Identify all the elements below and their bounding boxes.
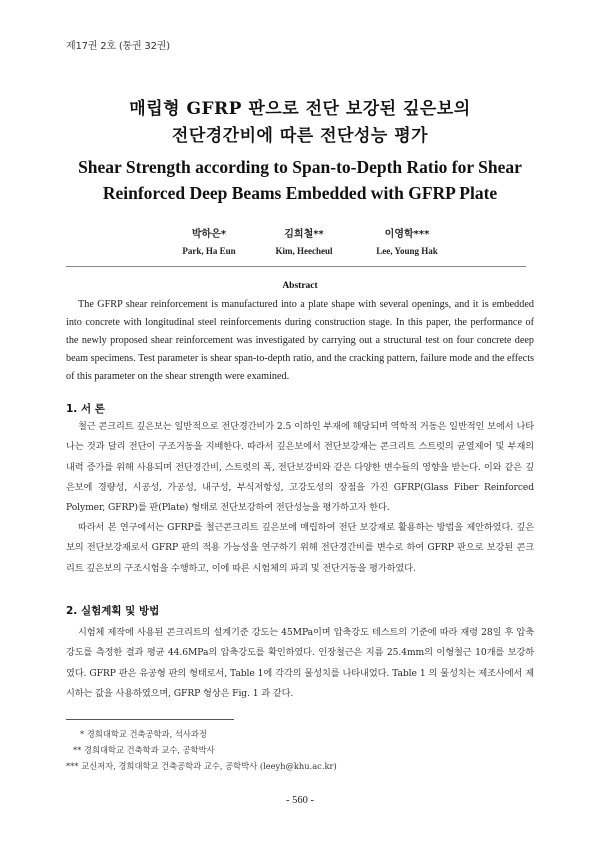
author-3 — [337, 225, 477, 256]
section-1-heading: 1. 서 론 — [66, 403, 105, 415]
section-2-heading: 2. 실험계획 및 방법 — [66, 605, 160, 617]
section-1-paragraph-1: 철근 콘크리트 깊은보는 일반적으로 전단경간비가 2.5 이하인 부재에 해당되며 역학적 거동은 일반적인 보에서 나타나는 것과 달리 전단이 구조거동을 지배한다. 따라서 깊은보에서 전단보강재는 콘크리트 스트럿의 균열제어 및 부재의 내력 증가를 위해 사용되며 전단경간비, 스트럿의 폭, 전단보강비와 같은 다양한 변수들의 영향을 받는다. 이와 같은 깊은보에 경량성, 시공성, 가공성, 내구성, 부식저항성, 고강도성의 장점을 가진 GFRP(Glass Fiber Reinforced Polymer, GFRP)를 판(Plate) 형태로 전단보강하여 전단성능을 평가하고자 한다. — [66, 421, 534, 514]
page-number: - 560 - — [286, 795, 314, 806]
author-3-korean-name: 이영학*** — [384, 229, 430, 240]
english-title-line-1: Shear Strength according to Span-to-Depth Ratio for Shear — [78, 157, 522, 177]
footnote-2: ** 경희대학교 건축학과 교수, 공학박사 — [73, 745, 215, 755]
author-3-english-name: Lee, Young Hak — [376, 246, 438, 256]
section-1-paragraph-2: 따라서 본 연구에서는 GFRP를 철근콘크리트 깊은보에 매립하여 전단 보강재로 활용하는 방법을 제안하였다. 깊은보의 전단보강재로서 GFRP 판의 적용 가능성을 연구하기 위해 전단경간비를 변수로 하여 GFRP 판으로 보강된 콘크리트 깊은보의 구조시험을 수행하고, 이에 따른 시험체의 파괴 및 전단거동을 평가하였다. — [66, 522, 534, 574]
author-2-english-name: Kim, Heecheul — [275, 246, 333, 256]
abstract-text: The GFRP shear reinforcement is manufactured into a plate shape with several openings, and it is embedded into concrete with longitudinal steel reinforcements during construction stage. In this paper, the performance of the newly proposed shear reinforcement was investigated by carrying out a structural test on four concrete deep beam specimens. Test parameter is shear span-to-depth ratio, and the cracking pattern, failure mode and the effects of this parameter on the shear strength were examined. — [66, 299, 534, 382]
footnote-3: *** 교신저자, 경희대학교 건축공학과 교수, 공학박사 (leeyh@khu.ac.kr) — [66, 761, 337, 771]
author-1-english-name: Park, Ha Eun — [182, 246, 236, 256]
footnote-divider — [66, 719, 234, 720]
issue-header: 제17권 2호 (통권 32권) — [66, 41, 170, 52]
author-1-korean-name: 박하은* — [191, 229, 227, 240]
english-title-line-2: Reinforced Deep Beams Embedded with GFRP Plate — [102, 183, 498, 203]
author-2-korean-name: 김희철** — [284, 229, 324, 240]
section-2-paragraph-1: 시험체 제작에 사용된 콘크리트의 설계기준 강도는 45MPa이며 압축강도 테스트의 기준에 따라 재령 28일 후 압축강도를 측정한 결과 평균 44.6MPa의 압축강도를 확인하였다. 인장철근은 지름 25.4mm의 이형철근 10개를 보강하였다. GFRP 판은 유공형 판의 형태로서, Table 1에 각각의 물성치를 나타내었다. Table 1 의 물성치는 제조사에서 제시하는 값을 사용하였으며, GFRP 형상은 Fig. 1 과 같다. — [66, 627, 534, 699]
title-divider — [66, 266, 526, 267]
footnote-1: * 경희대학교 건축공학과, 석사과정 — [80, 729, 207, 739]
korean-title-line-2: 전단경간비에 따른 전단성능 평가 — [171, 126, 429, 146]
korean-title-line-1: 매립형 GFRP 판으로 전단 보강된 깊은보의 — [129, 99, 471, 119]
abstract-heading: Abstract — [282, 281, 318, 291]
